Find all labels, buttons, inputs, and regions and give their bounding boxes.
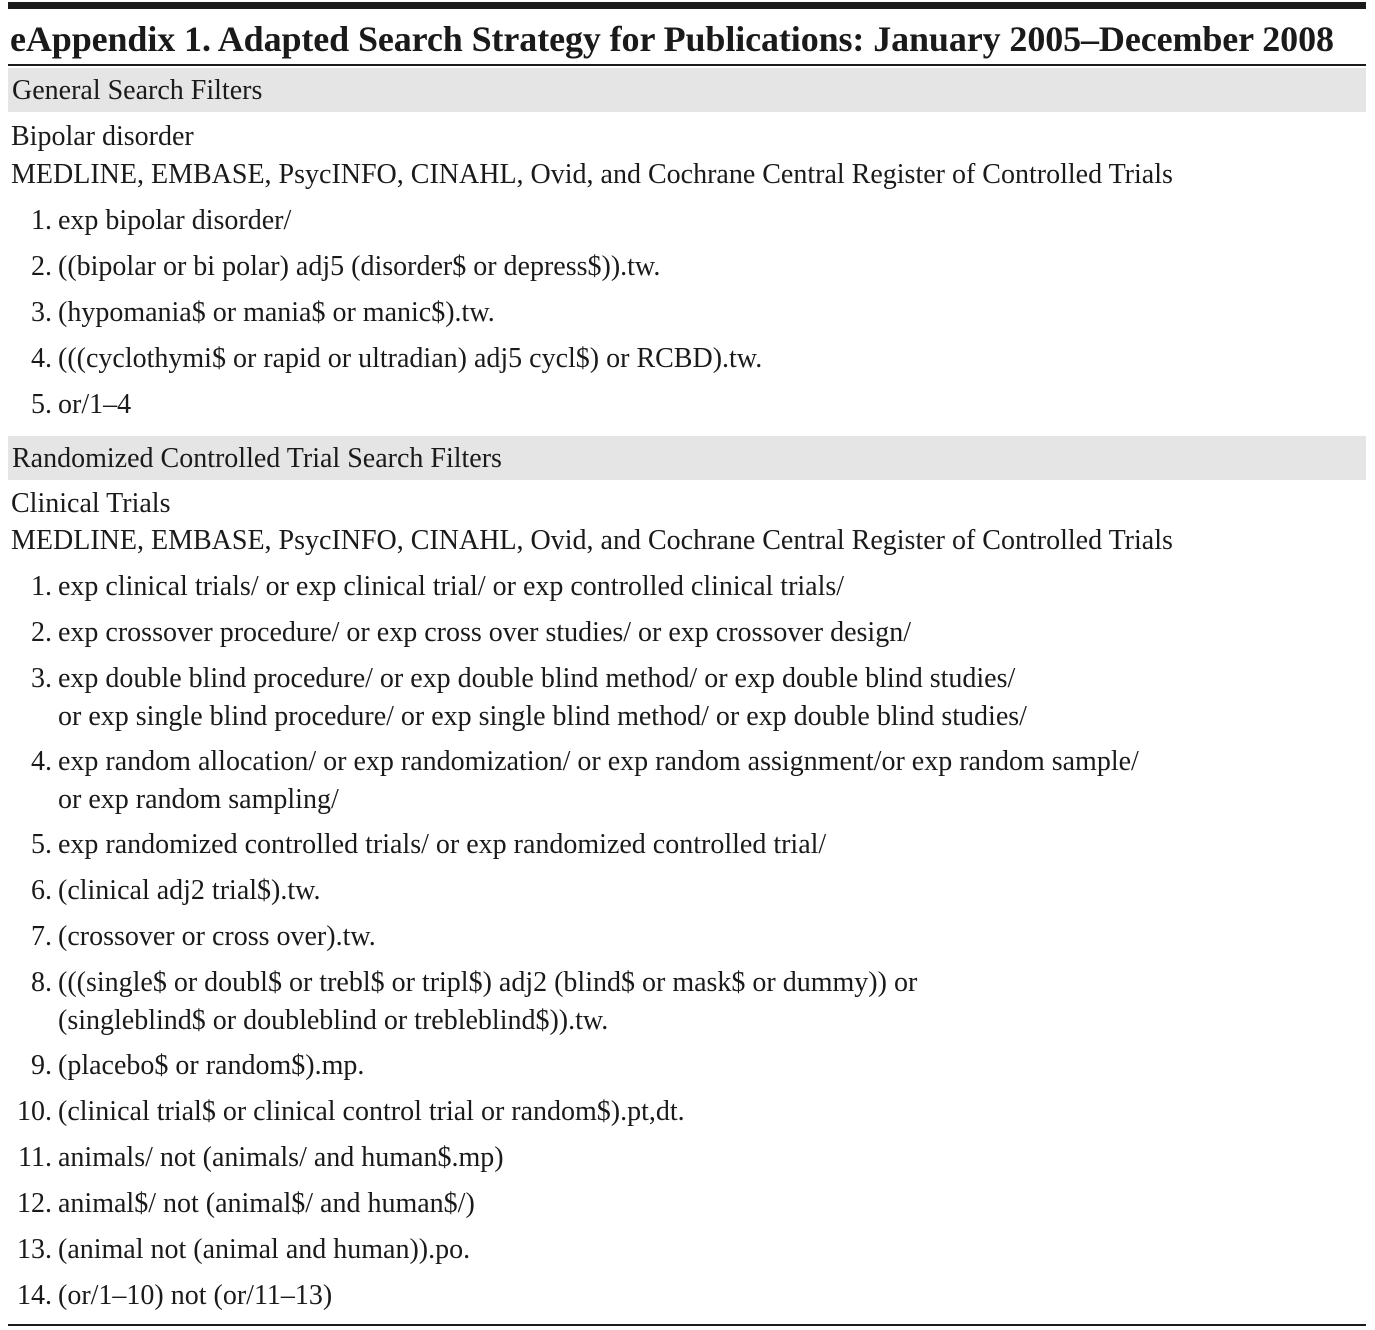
item-number: 13.: [17, 1234, 52, 1265]
item-text-continued: or exp single blind procedure/ or exp single blind method/ or exp double blind studies/: [58, 701, 1027, 732]
section-header-rct: [8, 436, 1366, 480]
section-subheading: Clinical Trials: [11, 488, 171, 519]
item-number: 11.: [18, 1142, 52, 1173]
item-text: exp random allocation/ or exp randomization/ or exp random assignment/or exp random sample/: [58, 746, 1139, 777]
item-number: 3.: [31, 297, 52, 328]
item-number: 5.: [31, 389, 52, 420]
item-number: 1.: [31, 571, 52, 602]
section-header-label: Randomized Controlled Trial Search Filters: [12, 443, 502, 474]
item-number: 4.: [31, 746, 52, 777]
item-text: (clinical adj2 trial$).tw.: [58, 875, 321, 906]
bottom-rule: [8, 1324, 1366, 1326]
item-number: 6.: [31, 875, 52, 906]
item-number: 8.: [31, 967, 52, 998]
item-text: (crossover or cross over).tw.: [58, 921, 376, 952]
title-rule: [8, 64, 1366, 66]
item-number: 14.: [17, 1280, 52, 1311]
item-number: 7.: [31, 921, 52, 952]
item-number: 5.: [31, 829, 52, 860]
item-number: 10.: [17, 1096, 52, 1127]
item-text: exp bipolar disorder/: [58, 205, 292, 236]
section-header-general: [8, 68, 1366, 112]
item-number: 12.: [17, 1188, 52, 1219]
item-number: 1.: [31, 205, 52, 236]
item-text: (animal not (animal and human)).po.: [58, 1234, 471, 1265]
top-rule: [8, 2, 1366, 9]
item-number: 4.: [31, 343, 52, 374]
item-text: ((bipolar or bi polar) adj5 (disorder$ or depress$)).tw.: [58, 251, 661, 282]
item-text: exp randomized controlled trials/ or exp randomized controlled trial/: [58, 829, 827, 860]
item-text: exp double blind procedure/ or exp double blind method/ or exp double blind studies/: [58, 663, 1016, 694]
item-text: animals/ not (animals/ and human$.mp): [58, 1142, 504, 1173]
item-number: 2.: [31, 251, 52, 282]
item-text: (((cyclothymi$ or rapid or ultradian) adj5 cycl$) or RCBD).tw.: [58, 343, 763, 374]
section-header-label: General Search Filters: [12, 75, 263, 106]
item-text: (or/1–10) not (or/11–13): [58, 1280, 333, 1311]
database-list: MEDLINE, EMBASE, PsycINFO, CINAHL, Ovid, and Cochrane Central Register of Controlled Trials: [11, 525, 1173, 556]
item-number: 9.: [31, 1050, 52, 1081]
item-text: animal$/ not (animal$/ and human$/): [58, 1188, 475, 1219]
item-number: 2.: [31, 617, 52, 648]
item-text: (((single$ or doubl$ or trebl$ or tripl$) adj2 (blind$ or mask$ or dummy)) or: [58, 967, 918, 998]
item-text: exp crossover procedure/ or exp cross over studies/ or exp crossover design/: [58, 617, 911, 648]
item-text: exp clinical trials/ or exp clinical trial/ or exp controlled clinical trials/: [58, 571, 845, 602]
item-text: or/1–4: [58, 389, 132, 420]
section-subheading: Bipolar disorder: [11, 121, 194, 152]
item-text-continued: or exp random sampling/: [58, 784, 339, 815]
item-text-continued: (singleblind$ or doubleblind or trebleblind$)).tw.: [58, 1005, 609, 1036]
page-title: eAppendix 1. Adapted Search Strategy for Publications: January 2005–December 2008: [10, 19, 1334, 59]
item-number: 3.: [31, 663, 52, 694]
database-list: MEDLINE, EMBASE, PsycINFO, CINAHL, Ovid, and Cochrane Central Register of Controlled Trials: [11, 159, 1173, 190]
item-text: (clinical trial$ or clinical control trial or random$).pt,dt.: [58, 1096, 685, 1127]
item-text: (placebo$ or random$).mp.: [58, 1050, 365, 1081]
item-text: (hypomania$ or mania$ or manic$).tw.: [58, 297, 495, 328]
